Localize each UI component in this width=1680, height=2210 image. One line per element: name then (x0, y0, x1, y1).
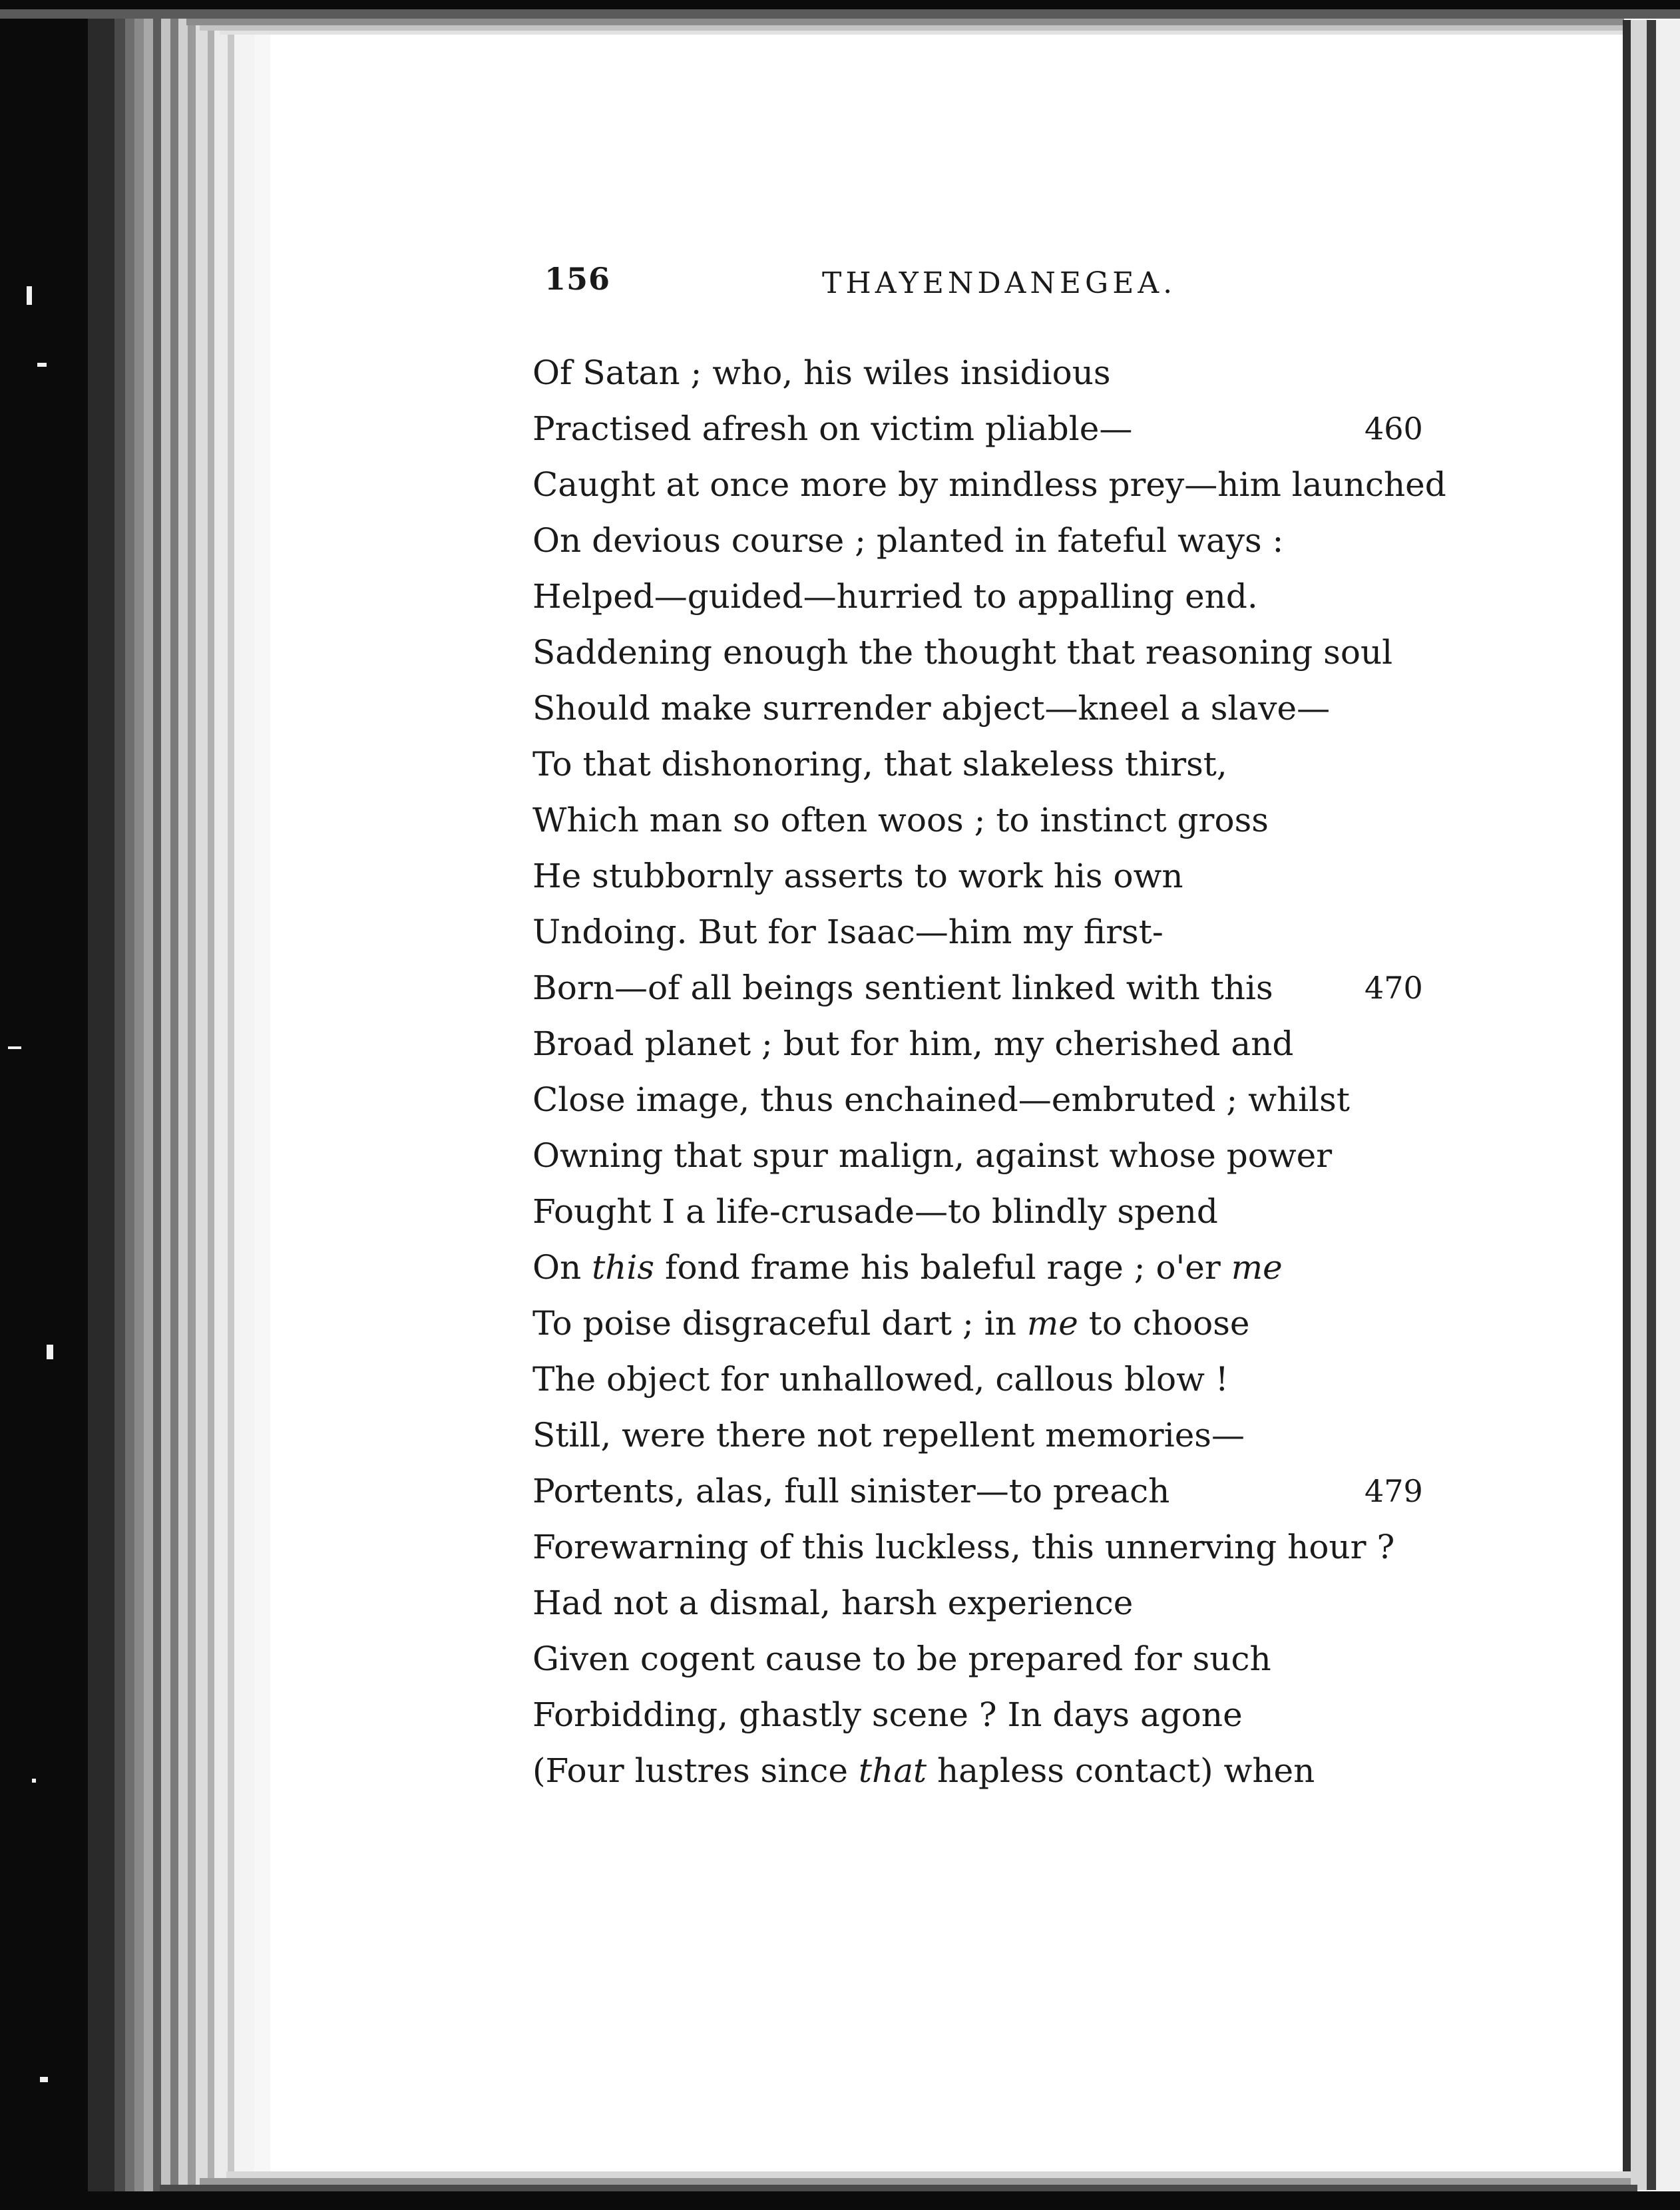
line-segment: Helped—guided—hurried to appalling end. (532, 577, 1258, 616)
poem-line-text (532, 465, 1446, 504)
line-segment: The object for unhallowed, callous blow ! (532, 1360, 1229, 1399)
poem-line-text (532, 521, 1283, 560)
poem-line (532, 1743, 1464, 1799)
line-number: 479 (1365, 1473, 1423, 1509)
poem-line (532, 792, 1464, 848)
running-title: THAYENDANEGEA. (822, 266, 1177, 300)
poem-line-text (532, 689, 1330, 728)
poem-line-text (532, 1416, 1245, 1454)
line-segment: Forewarning of this luckless, this unnerving hour ? (532, 1528, 1395, 1566)
poem-line (532, 848, 1464, 904)
line-segment: Of Satan ; who, his wiles insidious (532, 353, 1111, 392)
poem-line (532, 1016, 1464, 1072)
line-segment: He stubbornly asserts to work his own (532, 857, 1183, 895)
line-segment: Practised afresh on victim pliable— (532, 409, 1133, 448)
poem-line (532, 904, 1464, 960)
line-segment: On devious course ; planted in fateful ways : (532, 521, 1284, 560)
poem-line-text (532, 1472, 1169, 1510)
poem-line-text (532, 969, 1273, 1007)
poem-line (532, 1128, 1464, 1184)
poem-line-text (532, 1584, 1133, 1622)
italic-word: this (592, 1248, 655, 1287)
line-segment: Undoing. But for Isaac—him my first- (532, 913, 1163, 951)
italic-word: that (858, 1751, 927, 1790)
poem-line-text (532, 801, 1269, 839)
poem-line (532, 1239, 1464, 1295)
poem-line-text (532, 633, 1392, 672)
poem-line (532, 568, 1464, 624)
poem-line-text (532, 1024, 1293, 1063)
poem-line-text (532, 1192, 1218, 1231)
poem-line (532, 736, 1464, 792)
poem-text (532, 345, 1464, 1799)
poem-line (532, 1631, 1464, 1687)
page-number: 156 (544, 261, 611, 297)
poem-line-text (532, 577, 1258, 616)
poem-line (532, 1407, 1464, 1463)
poem-line (532, 1072, 1464, 1128)
line-segment: Owning that spur malign, against whose power (532, 1136, 1333, 1175)
line-segment: hapless contact) when (927, 1751, 1315, 1790)
poem-line (532, 513, 1464, 568)
line-segment: To poise disgraceful dart ; in (532, 1304, 1027, 1343)
line-segment: Had not a dismal, harsh experience (532, 1584, 1134, 1622)
line-segment: Saddening enough the thought that reasoning soul (532, 633, 1393, 672)
line-segment: Portents, alas, full sinister—to preach (532, 1472, 1170, 1510)
poem-line-text (532, 1640, 1271, 1678)
line-segment: fond frame his baleful rage ; o'er (654, 1248, 1231, 1287)
italic-word: me (1026, 1304, 1078, 1343)
poem-line (532, 624, 1464, 680)
poem-line (532, 345, 1464, 401)
line-number: 460 (1365, 411, 1423, 447)
poem-line (532, 680, 1464, 736)
poem-line (532, 401, 1464, 457)
poem-line-text (532, 1360, 1229, 1399)
poem-line-text (532, 1751, 1315, 1790)
line-segment: Broad planet ; but for him, my cherished and (532, 1024, 1294, 1063)
line-segment: Born—of all beings sentient linked with this (532, 969, 1273, 1007)
line-segment: Which man so often woos ; to instinct gross (532, 801, 1269, 839)
poem-line (532, 1295, 1464, 1351)
line-segment: Caught at once more by mindless prey—him launched (532, 465, 1446, 504)
line-segment: (Four lustres since (532, 1751, 859, 1790)
poem-line-text (532, 1695, 1243, 1734)
line-segment: Should make surrender abject—kneel a slave— (532, 689, 1331, 728)
poem-line-text (532, 1080, 1350, 1119)
poem-line-text (532, 745, 1227, 783)
poem-line-text (532, 1528, 1394, 1566)
poem-line-text (532, 409, 1132, 448)
poem-line (532, 1184, 1464, 1239)
line-segment: Forbidding, ghastly scene ? In days agone (532, 1695, 1243, 1734)
line-segment: Fought I a life-crusade—to blindly spend (532, 1192, 1218, 1231)
poem-line (532, 457, 1464, 513)
italic-word: me (1231, 1248, 1283, 1287)
line-segment: To that dishonoring, that slakeless thirst, (532, 745, 1227, 783)
poem-line-text (532, 913, 1163, 951)
poem-line (532, 1351, 1464, 1407)
poem-line (532, 1463, 1464, 1519)
poem-line-text (532, 1304, 1249, 1343)
poem-line (532, 1575, 1464, 1631)
line-number: 470 (1365, 970, 1423, 1006)
poem-line (532, 960, 1464, 1016)
poem-line (532, 1519, 1464, 1575)
line-segment: On (532, 1248, 592, 1287)
poem-line-text (532, 1248, 1283, 1287)
poem-line-text (532, 857, 1183, 895)
poem-line (532, 1687, 1464, 1743)
line-segment: to choose (1078, 1304, 1250, 1343)
line-segment: Close image, thus enchained—embruted ; whilst (532, 1080, 1350, 1119)
poem-line-text (532, 1136, 1332, 1175)
line-segment: Still, were there not repellent memories— (532, 1416, 1245, 1454)
line-segment: Given cogent cause to be prepared for such (532, 1640, 1271, 1678)
poem-line-text (532, 353, 1111, 392)
